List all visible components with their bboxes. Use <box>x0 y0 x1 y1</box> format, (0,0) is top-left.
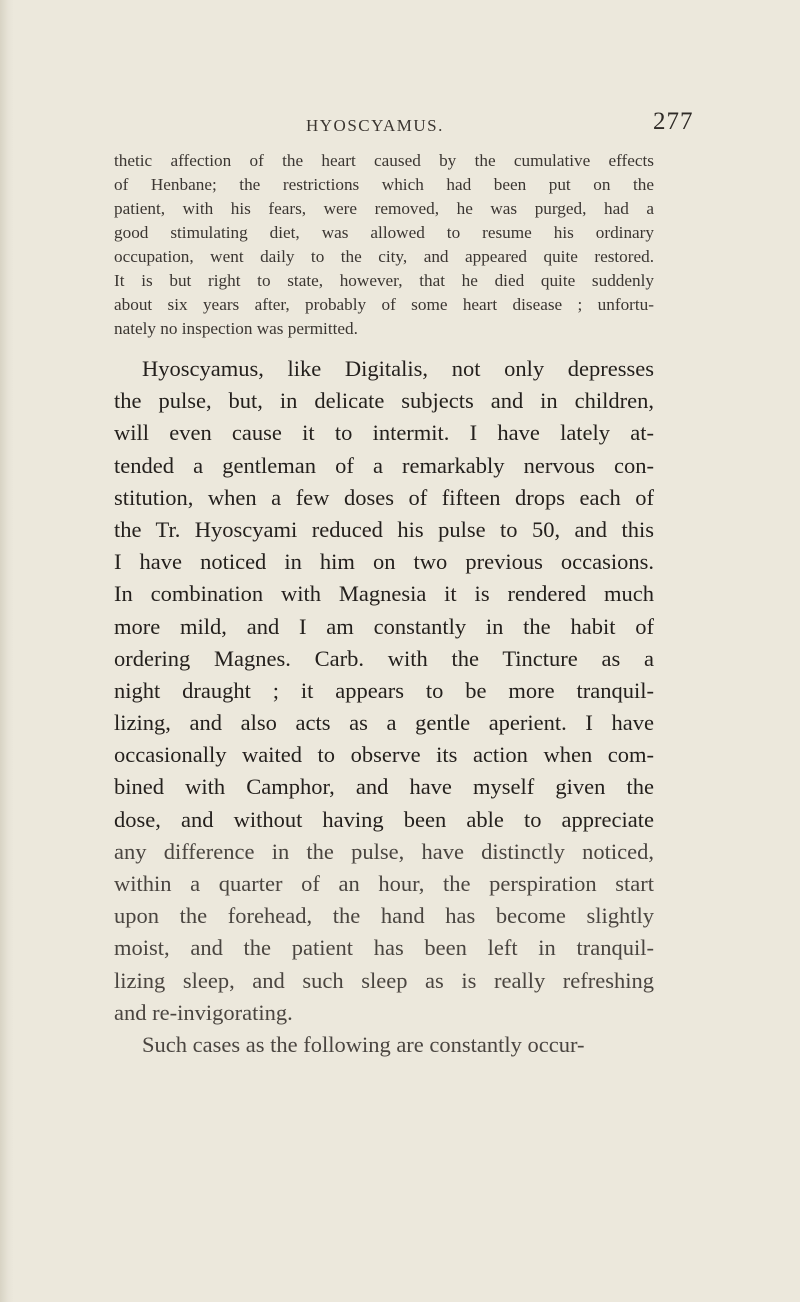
text-line: any difference in the pulse, have distinctly noticed, <box>114 838 654 864</box>
text-line: patient, with his fears, were removed, he was purged, had a <box>114 199 654 218</box>
main-paragraph <box>114 353 654 1061</box>
text-line: more mild, and I am constantly in the habit of <box>114 613 654 639</box>
text-line: the Tr. Hyoscyami reduced his pulse to 50, and this <box>114 516 654 542</box>
text-line: good stimulating diet, was allowed to resume his ordinary <box>114 223 654 242</box>
text-line: moist, and the patient has been left in tranquil- <box>114 935 654 961</box>
paragraph-continued <box>114 149 654 341</box>
text-line: within a quarter of an hour, the perspiration start <box>114 871 654 896</box>
page-binding-edge <box>0 0 14 1302</box>
text-line: tended a gentleman of a remarkably nervous con- <box>114 452 654 478</box>
text-line: night draught ; it appears to be more tranquil- <box>114 677 654 703</box>
text-line: upon the forehead, the hand has become slightly <box>114 903 654 929</box>
text-line: about six years after, probably of some heart disease ; unfortu- <box>114 295 654 314</box>
text-line: occupation, went daily to the city, and appeared quite restored. <box>114 247 654 266</box>
text-line: will even cause it to intermit. I have lately at- <box>114 420 654 446</box>
text-line: stitution, when a few doses of fifteen drops each of <box>114 484 654 510</box>
text-line: the pulse, but, in delicate subjects and in children, <box>114 388 654 414</box>
running-head: HYOSCYAMUS. <box>306 116 444 135</box>
page-header <box>0 108 800 138</box>
text-line: lizing, and also acts as a gentle aperient. I have <box>114 710 654 736</box>
text-line: thetic affection of the heart caused by the cumulative effects <box>114 151 654 170</box>
text-line: Hyoscyamus, like Digitalis, not only depresses <box>142 356 654 381</box>
text-line: In combination with Magnesia it is rendered much <box>114 581 654 607</box>
page-number: 277 <box>653 108 694 135</box>
text-line: of Henbane; the restrictions which had been put on the <box>114 175 654 194</box>
text-line: lizing sleep, and such sleep as is really refreshing <box>114 967 654 993</box>
text-line: and re-invigorating. <box>114 999 293 1025</box>
text-line: occasionally waited to observe its action when com- <box>114 742 654 768</box>
text-line: I have noticed in him on two previous occasions. <box>114 549 654 575</box>
text-line: It is but right to state, however, that he died quite suddenly <box>114 271 654 290</box>
text-line: Such cases as the following are constantly occur- <box>142 1031 585 1057</box>
text-line: nately no inspection was permitted. <box>114 319 358 338</box>
text-line: ordering Magnes. Carb. with the Tincture as a <box>114 645 654 671</box>
text-line: dose, and without having been able to appreciate <box>114 806 654 832</box>
text-line: bined with Camphor, and have myself given the <box>114 774 654 800</box>
